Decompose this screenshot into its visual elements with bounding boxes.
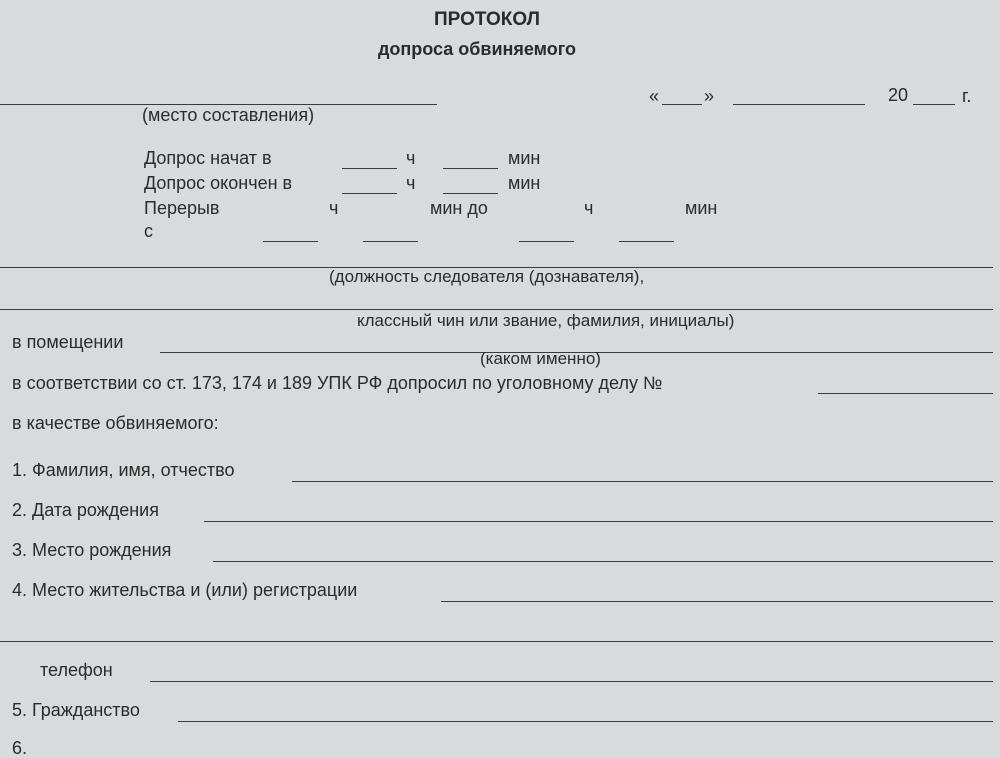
break-minutes-until: мин до — [430, 198, 488, 218]
started-hours-unit: ч — [406, 148, 416, 168]
break-label: Перерыв — [144, 198, 220, 218]
ended-minutes-field[interactable] — [443, 193, 498, 194]
phone-field[interactable] — [150, 681, 993, 682]
break-to-minutes-field[interactable] — [619, 241, 674, 242]
role-label: в качестве обвиняемого: — [12, 413, 219, 433]
investigator-caption-1: (должность следователя (дознавателя), — [329, 267, 645, 286]
started-hours-field[interactable] — [342, 168, 397, 169]
year-suffix: г. — [962, 86, 972, 106]
phone-label: телефон — [40, 660, 113, 680]
day-open-quote: « — [649, 86, 660, 106]
page-subtitle: допроса обвиняемого — [378, 39, 577, 59]
day-field[interactable] — [662, 104, 702, 105]
full-name-label: 1. Фамилия, имя, отчество — [12, 460, 235, 480]
year-prefix: 20 — [888, 85, 909, 105]
birth-place-label: 3. Место рождения — [12, 540, 172, 560]
ended-hours-field[interactable] — [342, 193, 397, 194]
birth-date-field[interactable] — [204, 521, 993, 522]
room-caption: (каком именно) — [480, 349, 601, 368]
ended-hours-unit: ч — [406, 173, 416, 193]
break-from-hours-unit: ч — [329, 198, 339, 218]
place-caption: (место составления) — [142, 105, 315, 125]
citizenship-field[interactable] — [178, 721, 993, 722]
case-number-field[interactable] — [818, 393, 993, 394]
residence-field[interactable] — [441, 601, 993, 602]
full-name-field[interactable] — [292, 481, 993, 482]
residence-label: 4. Место жительства и (или) регистрации — [12, 580, 358, 600]
ended-minutes-unit: мин — [508, 173, 541, 193]
break-to-hours-unit: ч — [584, 198, 594, 218]
month-field[interactable] — [733, 104, 865, 105]
break-to-minutes-unit: мин — [685, 198, 718, 218]
year-field[interactable] — [913, 104, 955, 105]
room-label: в помещении — [12, 332, 124, 352]
item-6-label: 6. — [12, 738, 28, 758]
ended-label: Допрос окончен в — [144, 173, 293, 193]
birth-place-field[interactable] — [213, 561, 993, 562]
investigator-name-field[interactable] — [0, 309, 993, 310]
citizenship-label: 5. Гражданство — [12, 700, 140, 720]
started-label: Допрос начат в — [144, 148, 272, 168]
investigator-caption-2: классный чин или звание, фамилия, инициалы) — [357, 311, 735, 330]
break-from-minutes-field[interactable] — [363, 241, 418, 242]
started-minutes-unit: мин — [508, 148, 541, 168]
break-to-hours-field[interactable] — [519, 241, 574, 242]
day-close-quote: » — [704, 86, 715, 106]
birth-date-label: 2. Дата рождения — [12, 500, 159, 520]
residence-field-continued[interactable] — [0, 641, 993, 642]
case-text: в соответствии со ст. 173, 174 и 189 УПК РФ допросил по уголовному делу № — [12, 373, 663, 393]
page-title: ПРОТОКОЛ — [434, 9, 541, 30]
break-from-label: с — [144, 221, 153, 241]
break-from-hours-field[interactable] — [263, 241, 318, 242]
started-minutes-field[interactable] — [443, 168, 498, 169]
